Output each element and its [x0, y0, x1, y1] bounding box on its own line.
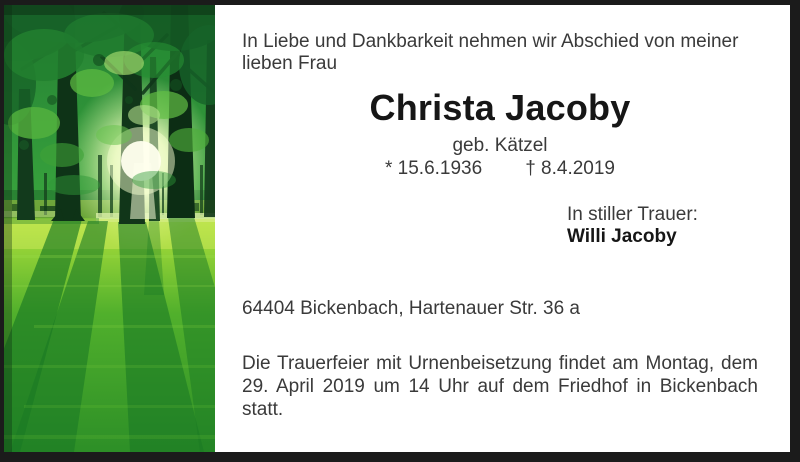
intro-line-1: In Liebe und Dankbarkeit nehmen wir Abschied von meiner [242, 31, 739, 52]
notice-text [215, 5, 790, 452]
funeral-line-1: Die Trauerfeier mit Urnenbeisetzung findet am Montag, dem [242, 353, 758, 374]
park-photo [4, 5, 215, 452]
mourning-label: In stiller Trauer: [567, 204, 698, 225]
mourning-block [567, 204, 758, 248]
intro-text [242, 31, 758, 75]
address-line: 64404 Bickenbach, Hartenauer Str. 36 a [242, 298, 581, 319]
funeral-line-3: statt. [242, 399, 284, 420]
park-photo-illustration [4, 5, 215, 452]
mourner-name: Willi Jacoby [567, 226, 677, 247]
intro-line-2: lieben Frau [242, 53, 338, 74]
death-date: † 8.4.2019 [525, 158, 615, 179]
funeral-info [242, 352, 758, 421]
life-dates [242, 158, 758, 180]
deceased-name: Christa Jacoby [369, 87, 631, 128]
obituary-card [4, 5, 790, 452]
funeral-line-2: 29. April 2019 um 14 Uhr auf dem Friedhof in Bickenbach [242, 376, 758, 397]
maiden-name: geb. Kätzel [452, 135, 548, 156]
birth-date: * 15.6.1936 [384, 158, 483, 179]
